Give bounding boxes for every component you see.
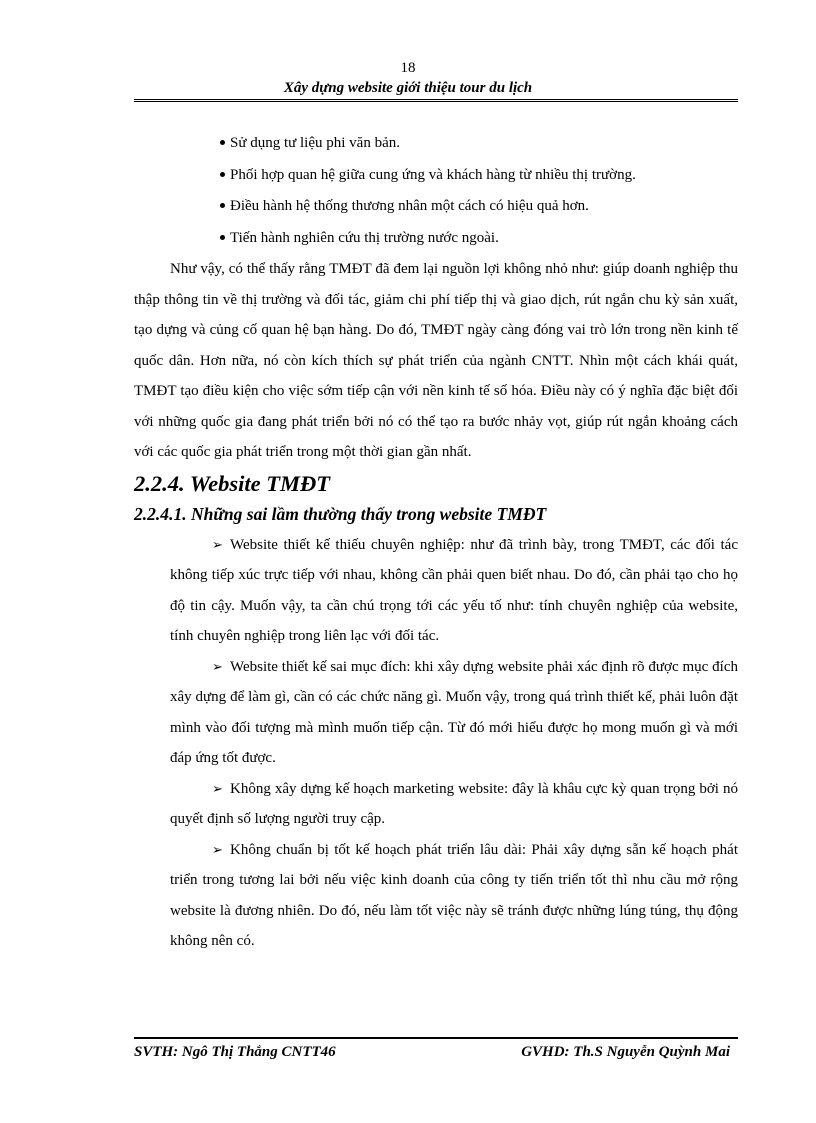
bullet-list	[134, 128, 738, 254]
bullet-dot-icon	[220, 235, 225, 240]
section-heading: 2.2.4. Website TMĐT	[134, 470, 331, 496]
page-body	[134, 128, 738, 957]
arrow-bullet-icon: ➢	[212, 658, 223, 674]
bullet-dot-icon	[220, 203, 225, 208]
arrow-bullet-icon: ➢	[212, 841, 223, 857]
summary-paragraph: Như vậy, có thể thấy rằng TMĐT đã đem lại nguồn lợi không nhỏ như: giúp doanh nghiệp thu thập thông tin về thị trường và đối tác, giảm chi phí tiếp thị và giao dịch, rút ngắn chu kỳ sản xuất, tạo dựng và củng cố quan hệ bạn hàng. Do đó, TMĐT ngày càng đóng vai trò lớn trong nền kinh tế quốc dân. Hơn nữa, nó còn kích thích sự phát triển của ngành CNTT. Nhìn một cách khái quát, TMĐT tạo điều kiện cho việc sớm tiếp cận với nền kinh tế số hóa. Điều này có ý nghĩa đặc biệt đối với những quốc gia đang phát triển bởi nó có thể tạo ra bước nhảy vọt, giúp rút ngắn khoảng cách với các quốc gia phát triển trong một thời gian gần nhất.	[134, 261, 738, 460]
arrow-item-text: Không xây dựng kế hoạch marketing website: đây là khâu cực kỳ quan trọng bởi nó quyết định số lượng người truy cập.	[170, 780, 738, 827]
bullet-dot-icon	[220, 140, 225, 145]
arrow-item	[170, 774, 738, 835]
arrow-bullet-icon: ➢	[212, 536, 223, 552]
header-rule	[134, 99, 738, 104]
arrow-item	[170, 530, 738, 652]
bullet-item	[220, 128, 738, 160]
document-header-title: Xây dựng website giới thiệu tour du lịch	[283, 80, 533, 96]
bullet-item	[220, 160, 738, 192]
bullet-item	[220, 223, 738, 255]
bullet-item	[220, 191, 738, 223]
bullet-text: Tiến hành nghiên cứu thị trường nước ngoài.	[230, 229, 499, 246]
arrow-item	[170, 652, 738, 774]
footer-rule	[134, 1037, 738, 1039]
arrow-item	[170, 835, 738, 957]
footer-instructor: GVHD: Th.S Nguyễn Quỳnh Mai	[521, 1044, 730, 1060]
bullet-text: Điều hành hệ thống thương nhân một cách có hiệu quả hơn.	[230, 198, 589, 214]
bullet-text: Phối hợp quan hệ giữa cung ứng và khách hàng từ nhiều thị trường.	[230, 166, 636, 183]
arrow-item-text: Website thiết kế thiếu chuyên nghiệp: như đã trình bày, trong TMĐT, các đối tác không tiếp xúc trực tiếp với nhau, không cần phải quen biết nhau. Do đó, cần phải tạo cho họ độ tin cậy. Muốn vậy, ta cần chú trọng tới các yếu tố như: tính chuyên nghiệp của website, tính chuyên nghiệp trong liên lạc với đối tác.	[170, 536, 738, 644]
arrow-bullet-icon: ➢	[212, 780, 223, 796]
subsection-heading: 2.2.4.1. Những sai lầm thường thấy trong website TMĐT	[134, 503, 547, 524]
arrow-item-text: Không chuẩn bị tốt kế hoạch phát triển lâu dài: Phải xây dựng sẵn kế hoạch phát triển trong tương lai bởi nếu việc kinh doanh của công ty tiến triển tốt thì nhu cầu mở rộng website là đương nhiên. Do đó, nếu làm tốt việc này sẽ tránh được những lúng túng, thụ động không nên có.	[170, 841, 738, 949]
arrow-item-text: Website thiết kế sai mục đích: khi xây dựng website phải xác định rõ được mục đích xây dựng để làm gì, cần có các chức năng gì. Muốn vậy, trong quá trình thiết kế, phải luôn đặt mình vào đối tượng mà mình muốn tiếp cận. Từ đó mới hiểu được họ mong muốn gì và mới đáp ứng tốt được.	[170, 658, 738, 766]
footer-student: SVTH: Ngô Thị Thắng CNTT46	[134, 1044, 336, 1060]
bullet-text: Sử dụng tư liệu phi văn bản.	[230, 135, 400, 151]
bullet-dot-icon	[220, 172, 225, 177]
page-number: 18	[400, 60, 416, 76]
